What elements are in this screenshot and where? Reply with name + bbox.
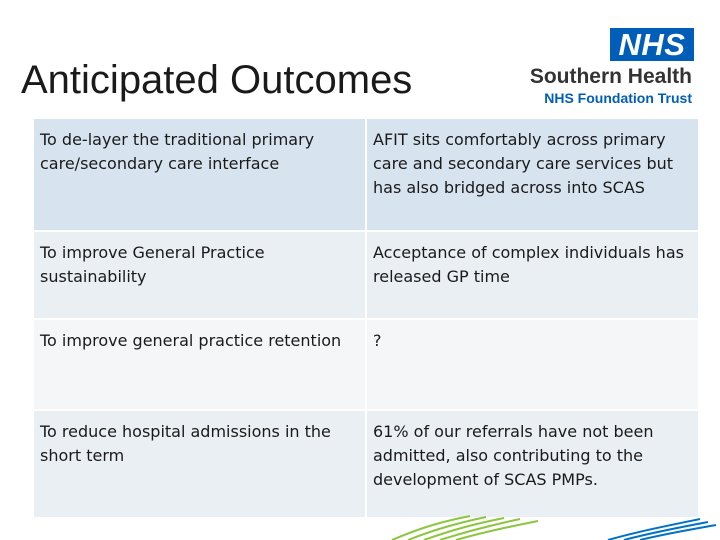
blue-stripes: [608, 519, 716, 540]
result-cell: ?: [366, 319, 699, 410]
result-cell: Acceptance of complex individuals has released GP time: [366, 231, 699, 319]
outcome-cell: To de-layer the traditional primary care/secondary care interface: [33, 118, 366, 231]
stripe: [440, 519, 520, 540]
organisation-name: Southern Health: [529, 65, 692, 88]
result-cell: AFIT sits comfortably across primary care and secondary care services but has also bridged across into SCAS: [366, 118, 699, 231]
outcome-cell: To reduce hospital admissions in the short term: [33, 410, 366, 518]
slide-title: Anticipated Outcomes: [21, 58, 413, 102]
result-cell: 61% of our referrals have not been admitted, also contributing to the development of SCAS PMPs.: [366, 410, 699, 518]
outcome-cell: To improve general practice retention: [33, 319, 366, 410]
green-stripes: [392, 516, 538, 540]
outcome-cell: To improve General Practice sustainability: [33, 231, 366, 319]
stripe: [624, 522, 708, 540]
organisation-subtitle: NHS Foundation Trust: [544, 90, 692, 106]
nhs-badge: NHS: [610, 28, 694, 61]
